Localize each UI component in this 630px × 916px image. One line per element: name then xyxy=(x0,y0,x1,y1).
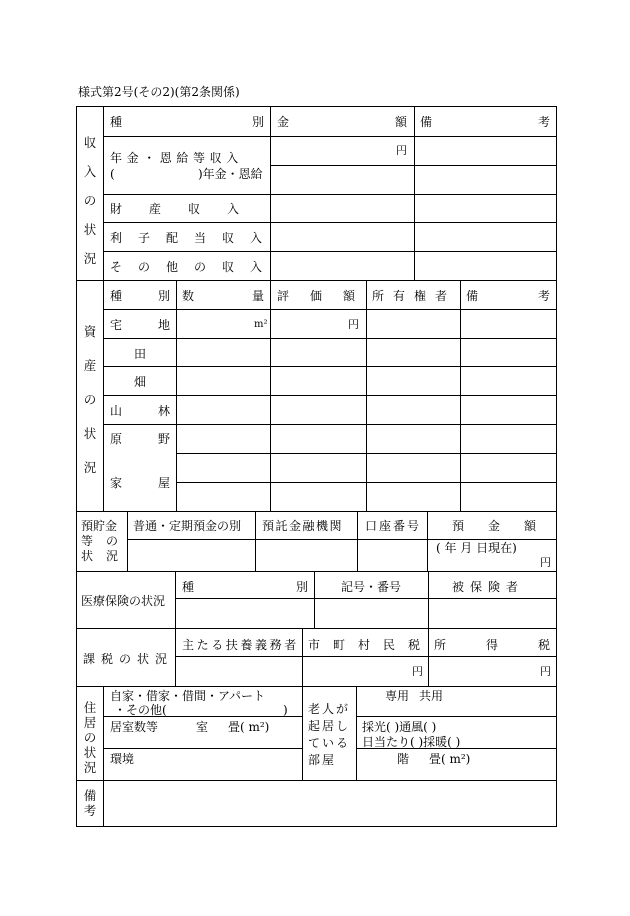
income-header-note: 備 考 xyxy=(420,115,550,129)
vertical-char: の xyxy=(83,193,97,208)
insurance-section-label: 医療保険の状況 xyxy=(81,594,166,608)
tax-header-income: 所 得 税 xyxy=(434,638,550,652)
insurance-header-number: 記号・番号 xyxy=(341,580,402,594)
vertical-char: 入 xyxy=(83,164,97,179)
deposits-section-line2: 等の xyxy=(81,534,132,548)
vertical-char: 資 xyxy=(83,324,97,339)
asset-takuchi-yen: 円 xyxy=(348,318,359,331)
deposits-header-kind: 普通・定期預金の別 xyxy=(133,519,242,533)
elder-room-light: 採光( )通風( ) xyxy=(362,720,437,734)
vertical-char: 住 xyxy=(83,700,97,715)
other-income-label: その他の収入 xyxy=(110,260,279,274)
elder-room-dedicated: 専用 xyxy=(385,689,410,703)
asset-ta: 田 xyxy=(134,347,147,361)
dividend-income-label: 利子配当収入 xyxy=(110,231,279,245)
deposits-yen: 円 xyxy=(540,556,551,569)
income-header-type: 種 別 xyxy=(110,115,264,129)
remarks-section-label xyxy=(77,788,103,818)
elder-room-label: 老人が起居している部屋 xyxy=(308,702,351,767)
deposits-section-line1: 預貯金 xyxy=(81,519,118,533)
assets-header-owner: 所有権者 xyxy=(372,289,457,303)
property-income-label: 財産収入 xyxy=(110,202,267,216)
pension-sub-close: )年金・恩給 xyxy=(198,167,263,181)
asset-hata: 畑 xyxy=(134,375,147,389)
vertical-char: 収 xyxy=(83,135,97,150)
pension-sub-open: ( xyxy=(110,167,115,181)
asset-sanrin: 山 林 xyxy=(110,404,170,418)
form-title: 様式第2号(その2)(第2条関係) xyxy=(78,85,240,99)
housing-section-label xyxy=(77,700,103,775)
deposits-section-line3: 状況 xyxy=(81,549,132,563)
asset-takuchi: 宅 地 xyxy=(110,318,170,332)
vertical-char: の xyxy=(83,392,97,407)
housing-rooms: 居室数等 xyxy=(110,720,159,734)
assets-header-value: 評価額 xyxy=(277,289,377,303)
assets-header-type: 種 別 xyxy=(110,289,170,303)
tax-header-supporter: 主たる扶養義務者 xyxy=(182,638,299,652)
vertical-char: 産 xyxy=(83,358,97,373)
housing-type-line1: 自家・借家・借間・アパート xyxy=(110,689,266,703)
pension-income-label: 年金・恩給等収入 xyxy=(110,151,243,165)
housing-type-close: ) xyxy=(283,703,288,717)
housing-rooms-unit: 室 xyxy=(196,720,209,734)
vertical-char: の xyxy=(83,730,97,745)
housing-env: 環境 xyxy=(110,752,135,766)
housing-tatami: 畳( m²) xyxy=(228,720,270,734)
assets-header-qty: 数 量 xyxy=(182,289,264,303)
tax-header-resident: 市町村民税 xyxy=(308,638,434,652)
pension-yen: 円 xyxy=(396,144,407,157)
tax-resident-yen: 円 xyxy=(412,665,423,678)
deposits-header-account: 口座番号 xyxy=(365,519,422,533)
vertical-char: 居 xyxy=(83,715,97,730)
assets-section-label xyxy=(77,315,103,485)
insurance-header-insured: 被保険者 xyxy=(452,580,525,594)
deposits-as-of: ( 年 月 日現在) xyxy=(436,541,517,555)
vertical-char: 状 xyxy=(83,426,97,441)
elder-room-floor: 階 xyxy=(397,752,410,766)
vertical-char: 備 xyxy=(83,788,97,803)
vertical-char: 況 xyxy=(83,251,97,266)
vertical-char: 況 xyxy=(83,760,97,775)
vertical-char: 況 xyxy=(83,460,97,475)
asset-takuchi-sqm: m² xyxy=(254,319,268,330)
deposits-header-bank: 預託金融機関 xyxy=(262,519,344,533)
elder-room-floor-tatami: 畳( m²) xyxy=(429,752,471,766)
asset-kaoku: 家 屋 xyxy=(110,476,170,490)
tax-income-yen: 円 xyxy=(540,665,551,678)
elder-room-sun: 日当たり( )採暖( ) xyxy=(362,735,461,749)
vertical-char: 考 xyxy=(83,803,97,818)
vertical-char: 状 xyxy=(83,745,97,760)
assets-header-note: 備 考 xyxy=(466,289,550,303)
housing-type-line2: ・その他( xyxy=(114,703,167,717)
asset-genya: 原 野 xyxy=(110,432,170,446)
deposits-header-amount: 預金額 xyxy=(452,519,561,533)
income-header-amount: 金 額 xyxy=(277,115,407,129)
vertical-char: 状 xyxy=(83,222,97,237)
income-section-label xyxy=(77,128,103,273)
elder-room-shared: 共用 xyxy=(419,689,444,703)
tax-section-label: 課税の状況 xyxy=(83,652,174,666)
insurance-header-type: 種 別 xyxy=(182,580,308,594)
